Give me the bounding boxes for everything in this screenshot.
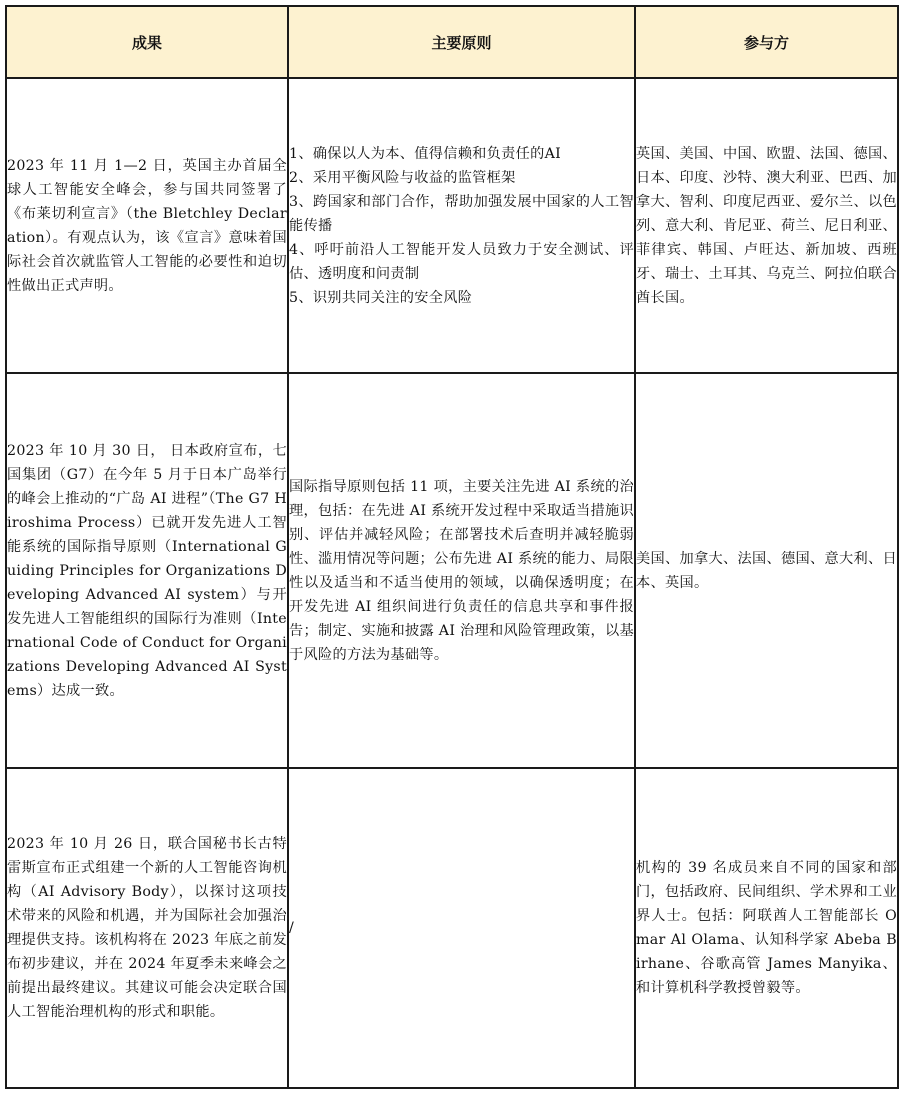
ai-governance-table (5, 5, 899, 1089)
table-row (6, 768, 898, 1088)
header-row (6, 6, 898, 78)
outcome-cell: 2023 年 11 月 1—2 日，英国主办首届全球人工智能安全峰会，参与国共同签署了《布莱切利宣言》（the Bletchley Declaration）。有观点认为，该《宣言》意味着国际社会首次就监管人工智能的必要性和迫切性做出正式声明。 (6, 78, 288, 373)
principle-item: 5、识别共同关注的安全风险 (289, 289, 473, 306)
participants-cell: 机构的 39 名成员来自不同的国家和部门，包括政府、民间组织、学术界和工业界人士。包括：阿联酋人工智能部长 Omar Al Olama、认知科学家 Abeba Birhane、谷歌高管 James Manyika、和计算机科学教授曾毅等。 (635, 768, 898, 1088)
participants-cell: 美国、加拿大、法国、德国、意大利、日本、英国。 (635, 373, 898, 768)
outcome-cell: 2023 年 10 月 26 日，联合国秘书长古特雷斯宣布正式组建一个新的人工智能咨询机构（AI Advisory Body），以探讨这项技术带来的风险和机遇，并为国际社会加强治理提供支持。该机构将在 2023 年底之前发布初步建议，并在 2024 年夏季未来峰会之前提出最终建议。其建议可能会决定联合国人工智能治理机构的形式和职能。 (6, 768, 288, 1088)
principles-cell (288, 78, 635, 373)
header-outcome: 成果 (6, 6, 288, 78)
header-participants: 参与方 (635, 6, 898, 78)
table-row (6, 373, 898, 768)
principles-cell-empty: / (288, 768, 635, 1088)
participants-cell: 英国、美国、中国、欧盟、法国、德国、日本、印度、沙特、澳大利亚、巴西、加拿大、智利、印度尼西亚、爱尔兰、以色列、意大利、肯尼亚、荷兰、尼日利亚、菲律宾、韩国、卢旺达、新加坡、西班牙、瑞士、土耳其、乌克兰、阿拉伯联合酋长国。 (635, 78, 898, 373)
principle-item: 1、确保以人为本、值得信赖和负责任的AI (289, 145, 562, 162)
table-row (6, 78, 898, 373)
principle-item: 3、跨国家和部门合作，帮助加强发展中国家的人工智能传播 (289, 193, 634, 234)
principle-item: 2、采用平衡风险与收益的监管框架 (289, 169, 516, 186)
header-principles: 主要原则 (288, 6, 635, 78)
outcome-cell: 2023 年 10 月 30 日， 日本政府宣布，七国集团（G7）在今年 5 月于日本广岛举行的峰会上推动的“广岛 AI 进程”（The G7 Hiroshima Process）已就开发先进人工智能系统的国际指导原则（International Guiding Principles for Organizations Developing Advanced AI system）与开发先进人工智能组织的国际行为准则（International Code of Conduct for Organizations Developing Advanced AI Systems）达成一致。 (6, 373, 288, 768)
principle-item: 4、呼吁前沿人工智能开发人员致力于安全测试、评估、透明度和问责制 (289, 241, 634, 282)
principles-cell: 国际指导原则包括 11 项，主要关注先进 AI 系统的治理，包括：在先进 AI 系统开发过程中采取适当措施识别、评估并减轻风险；在部署技术后查明并减轻脆弱性、滥用情况等问题；公布先进 AI 系统的能力、局限性以及适当和不适当使用的领域，以确保透明度；在开发先进 AI 组织间进行负责任的信息共享和事件报告；制定、实施和披露 AI 治理和风险管理政策，以基于风险的方法为基础等。 (288, 373, 635, 768)
